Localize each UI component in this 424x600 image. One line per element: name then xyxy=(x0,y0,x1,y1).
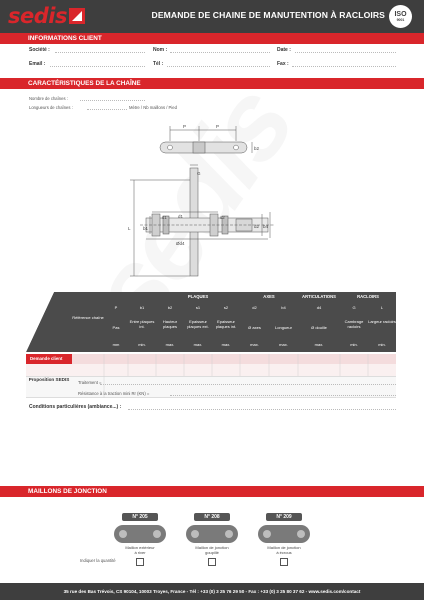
th-b2-name: Hauteur plaques xyxy=(162,319,178,329)
th-d4-unit: max. xyxy=(314,342,324,347)
dim-b2: b2 xyxy=(254,146,260,151)
dim-p2: P xyxy=(216,124,220,129)
iso-number: 9001 xyxy=(396,18,405,22)
maillon-205-caption-2: à river xyxy=(134,550,146,555)
maillon-205-ref: N° 205 xyxy=(122,513,157,521)
th-d2-sym: d2 xyxy=(252,305,257,310)
maillon-205-quantity-box[interactable] xyxy=(136,558,144,566)
maillon-209-quantity-box[interactable] xyxy=(280,558,288,566)
client-section-title: INFORMATIONS CLIENT xyxy=(0,33,424,44)
pinned-link-icon xyxy=(186,525,238,543)
th-d4-sym: d4 xyxy=(316,305,322,310)
date-label: Date : xyxy=(277,47,291,53)
dim-s2: s2 xyxy=(220,215,225,220)
fax-label: Fax : xyxy=(277,61,289,67)
th-s2-sym: s2 xyxy=(223,305,229,310)
email-label: Email : xyxy=(29,61,46,67)
th-g-sym: G xyxy=(352,305,356,310)
th-g-name: Cambrage racloirs xyxy=(344,319,364,329)
th-p-unit: mm xyxy=(112,342,120,347)
th-d2-unit: max. xyxy=(250,342,259,347)
maillon-208-caption-1: Maillon de jonction xyxy=(195,545,229,550)
th-s1-name: Epaisseur plaques ext. xyxy=(187,319,209,329)
th-b1-sym: b1 xyxy=(139,305,145,310)
document-title: DEMANDE DE CHAINE DE MANUTENTION À RACLOIRS xyxy=(151,10,385,20)
societe-label: Société : xyxy=(29,47,50,53)
th-s1-sym: s1 xyxy=(195,305,201,310)
th-b2-sym: b2 xyxy=(167,305,173,310)
dim-d4: Ød4 xyxy=(176,241,185,246)
th-b4-name: Longueur xyxy=(275,325,292,330)
longueur-chaines-label: Longueurs de chaînes : xyxy=(29,105,73,110)
th-b2-unit: max. xyxy=(165,342,175,347)
dim-b1: b1 xyxy=(143,226,149,231)
traitement-label: Traitement = xyxy=(78,380,102,385)
th-group-plaques: PLAQUES xyxy=(187,294,209,299)
th-reference: Référence chaîne xyxy=(72,315,104,320)
maillon-209-caption-1: Maillon de jonction xyxy=(267,545,301,550)
nombre-chaines-label: Nombre de chaînes : xyxy=(29,96,68,101)
th-l-unit: min. xyxy=(378,342,386,347)
th-s2-name: Epaisseur plaques int. xyxy=(215,319,237,329)
maillon-205-card xyxy=(110,505,170,566)
resistance-label: Résistance à la traction mini Rr (KN) = xyxy=(78,391,150,396)
dim-d2: d2 xyxy=(254,224,260,229)
conditions-label: Conditions particulières (ambiance...) : xyxy=(29,404,122,410)
th-s2-unit: max. xyxy=(221,342,231,347)
proposition-label: Proposition SEDIS xyxy=(28,377,70,382)
maillon-208-ref: N° 208 xyxy=(194,513,229,521)
th-b1-unit: min. xyxy=(138,342,146,347)
th-s1-unit: max. xyxy=(193,342,203,347)
th-group-racloirs: RACLOIRS xyxy=(357,294,379,299)
maillon-208-quantity-box[interactable] xyxy=(208,558,216,566)
th-d2-name: Ø axes xyxy=(248,325,261,330)
dim-l: L xyxy=(128,226,131,231)
maillon-208-card xyxy=(182,505,242,566)
conditions-input[interactable] xyxy=(128,409,396,410)
maillon-208-caption-2: goupillé xyxy=(205,550,219,555)
nom-label: Nom : xyxy=(153,47,168,53)
demande-client-label: Demande client xyxy=(26,354,72,364)
th-group-articulations: ARTICULATIONS xyxy=(302,294,336,299)
maillon-209-caption-2: à écrous xyxy=(276,550,292,555)
th-p-sym: P xyxy=(114,305,118,310)
chain-section-title: CARACTÉRISTIQUES DE LA CHAÎNE xyxy=(0,78,424,89)
quantity-instruction: Indiquer la quantité xyxy=(80,558,116,563)
dim-g: G xyxy=(197,171,201,176)
maillon-209-card xyxy=(254,505,314,566)
th-l-name: Largeur racloirs xyxy=(368,319,396,324)
th-l-sym: L xyxy=(380,305,384,310)
th-p-name: Pas xyxy=(112,325,120,330)
th-b4-unit: max. xyxy=(279,342,288,347)
th-b4-sym: b4 xyxy=(281,305,286,310)
brand-name: sedis xyxy=(8,4,67,28)
th-g-unit: min. xyxy=(350,342,358,347)
dim-d1: d1 xyxy=(178,214,184,219)
longueur-unit-label: Mètre / Nb maillons / Pied xyxy=(129,105,177,110)
th-b1-name: Entre plaques int. xyxy=(129,319,155,329)
iso-label: ISO xyxy=(394,11,407,18)
th-group-axes: AXES xyxy=(263,294,275,299)
dim-p1: P xyxy=(183,124,187,129)
maillon-205-caption-1: Maillon extérieur xyxy=(125,545,155,550)
maillons-section-title: MAILLONS DE JONCTION xyxy=(0,486,424,497)
dim-s1: s1 xyxy=(162,215,167,220)
footer-contact: 35 rue des Bas Trévois, CS 90104, 10003 Troyes, France - Tél : +33 (0) 3 25 76 29 50 - Fax : +33 (0) 3 25 80 37 62 - www.sedis.com/contact xyxy=(0,583,424,600)
bolted-link-icon xyxy=(258,525,310,543)
th-d4-name: Ø douille xyxy=(311,325,327,330)
outer-link-icon xyxy=(114,525,166,543)
dim-b4: b4 xyxy=(263,224,269,229)
tel-label: Tél : xyxy=(153,61,164,67)
maillon-209-ref: N° 209 xyxy=(266,513,301,521)
